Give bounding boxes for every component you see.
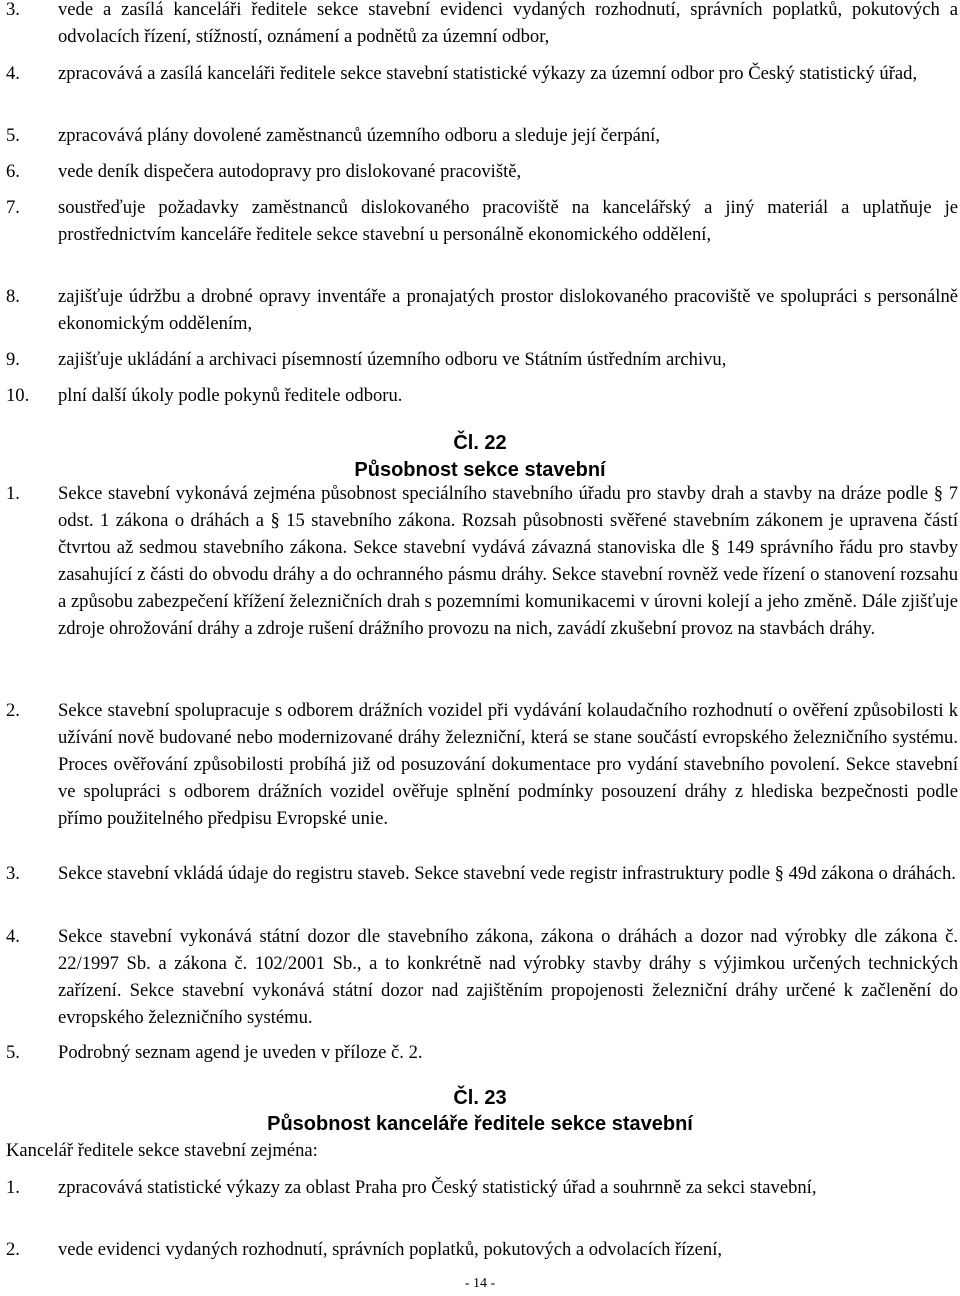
list-item bbox=[0, 1236, 958, 1263]
list-item-number: 5. bbox=[6, 1042, 20, 1063]
article-number: Čl. 23 bbox=[453, 1087, 507, 1109]
list-item bbox=[0, 283, 958, 337]
list-item-number: 8. bbox=[6, 286, 20, 307]
list-item-number: 1. bbox=[6, 483, 20, 504]
list-item-number: 4. bbox=[6, 63, 20, 84]
list-item-text: zpracovává a zasílá kanceláři ředitele sekce stavební statistické výkazy za územní odbor pro Český statistický úřad, bbox=[58, 63, 918, 84]
list-item-number: 2. bbox=[6, 700, 20, 721]
list-item-number: 1. bbox=[6, 1177, 20, 1198]
list-item-number: 9. bbox=[6, 349, 20, 370]
list-item-text: Sekce stavební spolupracuje s odborem drážních vozidel při vydávání kolaudačního rozhodnutí o ověření způsobilosti k užívání nově budované nebo modernizované dráhy železniční, která se stane součástí evropského železničního systému. Proces ověřování způsobilosti probíhá již od posuzování dokumentace pro vydání stavebního povolení. Sekce stavební ve spolupráci s odborem drážních vozidel ověřuje splnění podmínky posouzení dráhy z hlediska bezpečnosti podle přímo použitelného předpisu Evropské unie. bbox=[58, 700, 958, 829]
list-item-text: plní další úkoly podle pokynů ředitele odboru. bbox=[58, 385, 403, 406]
list-item-text: zajišťuje údržbu a drobné opravy inventáře a pronajatých prostor dislokovaného pracoviště ve spolupráci s personálně ekonomickým oddělením, bbox=[58, 286, 958, 334]
list-item-number: 10. bbox=[6, 385, 30, 406]
list-item bbox=[0, 60, 958, 87]
page-number: - 14 - bbox=[464, 1276, 496, 1291]
list-item bbox=[0, 860, 958, 887]
list-item-text: zpracovává statistické výkazy za oblast Praha pro Český statistický úřad a souhrnně za sekci stavební, bbox=[58, 1177, 817, 1198]
list-item-number: 3. bbox=[6, 0, 20, 20]
list-item bbox=[0, 194, 958, 248]
list-item bbox=[0, 1174, 958, 1201]
list-item bbox=[0, 382, 958, 409]
article-title: Působnost sekce stavební bbox=[354, 459, 606, 481]
list-item-number: 3. bbox=[6, 863, 20, 884]
article-number: Čl. 22 bbox=[453, 432, 507, 454]
list-item-number: 7. bbox=[6, 197, 20, 218]
list-item-text: Sekce stavební vykonává státní dozor dle stavebního zákona, zákona o dráhách a dozor nad výrobky dle zákona č. 22/1997 Sb. a zákona č. 102/2001 Sb., a to konkrétně nad výrobky stavby dráhy s výjimkou určených technických zařízení. Sekce stavební vykonává státní dozor nad zajištěním propojenosti železniční dráhy určené k začlenění do evropského železničního systému. bbox=[58, 926, 958, 1028]
list-item bbox=[0, 1039, 958, 1066]
list-item bbox=[0, 346, 958, 373]
list-item bbox=[0, 158, 958, 185]
list-item-text: Sekce stavební vkládá údaje do registru staveb. Sekce stavební vede registr infrastruktury podle § 49d zákona o dráhách. bbox=[58, 863, 956, 884]
list-item-number: 2. bbox=[6, 1239, 20, 1260]
list-item-text: Podrobný seznam agend je uveden v příloze č. 2. bbox=[58, 1042, 423, 1063]
list-item-number: 4. bbox=[6, 926, 20, 947]
list-item bbox=[0, 122, 958, 149]
list-item-text: vede a zasílá kanceláři ředitele sekce stavební evidenci vydaných rozhodnutí, správních poplatků, pokutových a odvolacích řízení, stížností, oznámení a podnětů za územní odbor, bbox=[58, 0, 958, 47]
list-item-number: 5. bbox=[6, 125, 20, 146]
list-item bbox=[0, 480, 958, 642]
list-item-text: Sekce stavební vykonává zejména působnost speciálního stavebního úřadu pro stavby drah a stavby na dráze podle § 7 odst. 1 zákona o dráhách a § 15 stavebního zákona. Rozsah působnosti svěřené stavebním zákonem je upravena částí čtvrtou až sedmou stavebního zákona. Sekce stavební vydává závazná stanoviska dle § 149 správního řádu pro stavby zasahující z části do obvodu dráhy a do ochranného pásmu dráhy. Sekce stavební rovněž vede řízení o stanovení rozsahu a způsobu zabezpečení křížení železničních drah s pozemními komunikacemi v úrovni kolejí a jeho změně. Dále zjišťuje zdroje ohrožování dráhy a zdroje rušení drážního provozu na nich, zavádí zkušební provoz na stavbách dráhy. bbox=[58, 483, 958, 639]
list-item bbox=[0, 923, 958, 1031]
article-intro: Kancelář ředitele sekce stavební zejména: bbox=[6, 1140, 318, 1161]
list-item-number: 6. bbox=[6, 161, 20, 182]
list-item bbox=[0, 697, 958, 832]
list-item-text: zajišťuje ukládání a archivaci písemností územního odboru ve Státním ústředním archivu, bbox=[58, 349, 727, 370]
list-item bbox=[0, 0, 958, 50]
list-item-text: soustřeďuje požadavky zaměstnanců dislokovaného pracoviště na kancelářský a jiný materiál a uplatňuje je prostřednictvím kanceláře ředitele sekce stavební u personálně ekonomického oddělení, bbox=[58, 197, 958, 245]
list-item-text: vede deník dispečera autodopravy pro dislokované pracoviště, bbox=[58, 161, 522, 182]
list-item-text: vede evidenci vydaných rozhodnutí, správních poplatků, pokutových a odvolacích řízení, bbox=[58, 1239, 723, 1260]
list-item-text: zpracovává plány dovolené zaměstnanců územního odboru a sleduje její čerpání, bbox=[58, 125, 660, 146]
article-title: Působnost kanceláře ředitele sekce stavební bbox=[267, 1113, 693, 1135]
